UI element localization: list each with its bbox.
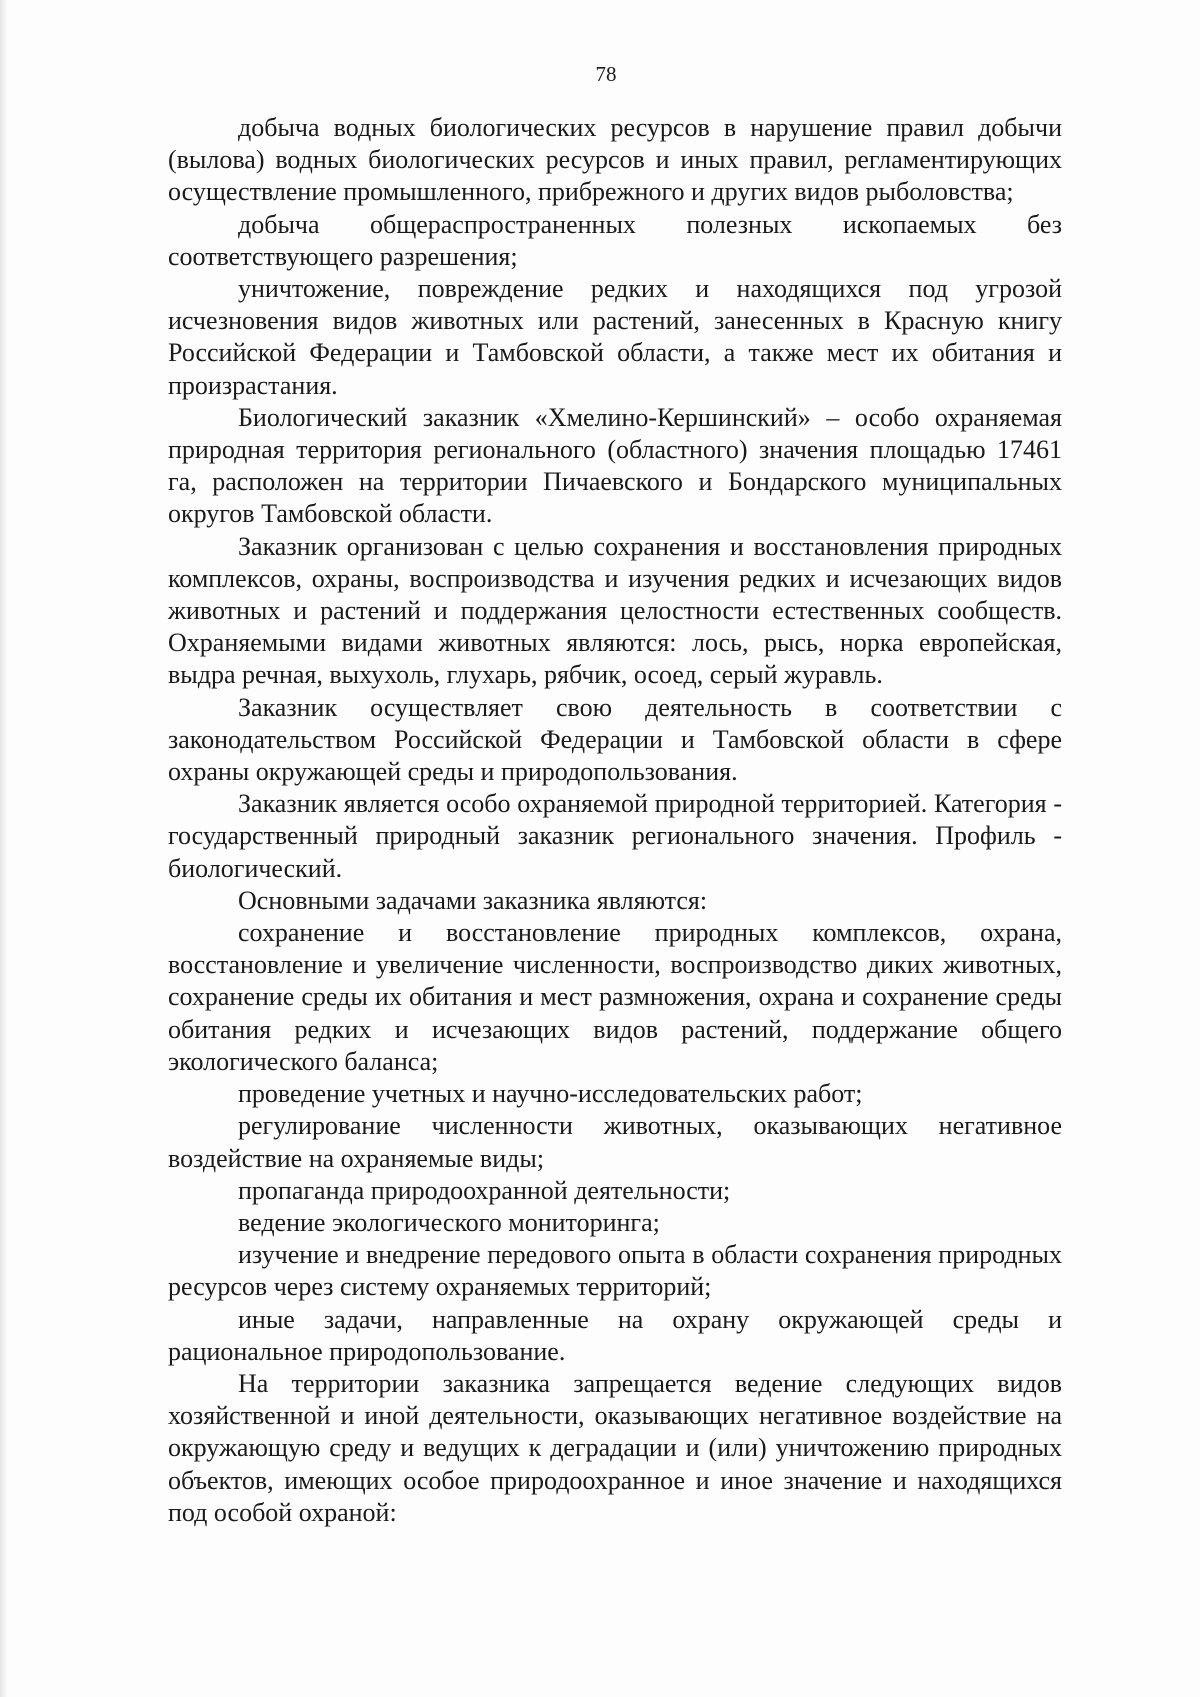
paragraph-rare-species-destruction: уничтожение, повреждение редких и находящихся под угрозой исчезновения видов животных или растений, занесенных в Красную книгу Российской Федерации и Тамбовской области, а также мест их обитания и произрастания. [168, 274, 1062, 400]
task-item-propaganda: пропаганда природоохранной деятельности; [238, 1175, 731, 1205]
paragraph-reserve-description: Биологический заказник «Хмелино-Кершинский» – особо охраняемая природная территория регионального (областного) значения площадью 17461 га, расположен на территории Пичаевского и Бондарского муниципальных округов Тамбовской области. [168, 402, 1062, 529]
paragraph-legal-basis: Заказник осуществляет свою деятельность в соответствии с законодательством Российской Федерации и Тамбовской области в сфере охраны окружающей среды и природопользования. [168, 692, 1062, 787]
scan-edge [0, 0, 8, 1697]
page-number: 78 [595, 62, 617, 86]
task-item-best-practices: изучение и внедрение передового опыта в области сохранения природных ресурсов через систему охраняемых территорий; [168, 1240, 1062, 1302]
task-item-other: иные задачи, направленные на охрану окружающей среды и рациональное природопользование. [168, 1304, 1062, 1366]
task-item-population-control: регулирование численности животных, оказывающих негативное воздействие на охраняемые виды; [168, 1111, 1062, 1173]
paragraph-category: Заказник является особо охраняемой природной территорией. Категория - государственный природный заказник регионального значения. Профиль - биологический. [168, 789, 1062, 883]
paragraph-tasks-heading: Основными задачами заказника являются: [238, 885, 708, 915]
document-body [168, 112, 1062, 1529]
task-item-preservation: сохранение и восстановление природных комплексов, охрана, восстановление и увеличение численности, воспроизводство диких животных, сохранение среды их обитания и мест размножения, охрана и сохранение среды обитания редких и исчезающих видов растений, поддержание общего экологического баланса; [168, 918, 1062, 1076]
task-item-monitoring: ведение экологического мониторинга; [238, 1207, 660, 1237]
paragraph-prohibitions-intro: На территории заказника запрещается ведение следующих видов хозяйственной и иной деятельности, оказывающих негативное воздействие на окружающую среду и ведущих к деградации и (или) уничтожению природных объектов, имеющих особое природоохранное и иное значение и находящихся под особой охраной: [168, 1368, 1062, 1527]
paragraph-mineral-extraction: добыча общераспространенных полезных ископаемых без соответствующего разрешения; [168, 209, 1062, 271]
paragraph-fishing-violation: добыча водных биологических ресурсов в нарушение правил добычи (вылова) водных биологических ресурсов и иных правил, регламентирующих осуществление промышленного, прибрежного и других видов рыболовства; [168, 113, 1062, 207]
task-item-research: проведение учетных и научно-исследовательских работ; [238, 1079, 863, 1109]
paragraph-reserve-purpose: Заказник организован с целью сохранения и восстановления природных комплексов, охраны, воспроизводства и изучения редких и исчезающих видов животных и растений и поддержания целостности естественных сообществ. Охраняемыми видами животных являются: лось, рысь, норка европейская, выдра речная, выхухоль, глухарь, рябчик, осоед, серый журавль. [168, 531, 1062, 690]
